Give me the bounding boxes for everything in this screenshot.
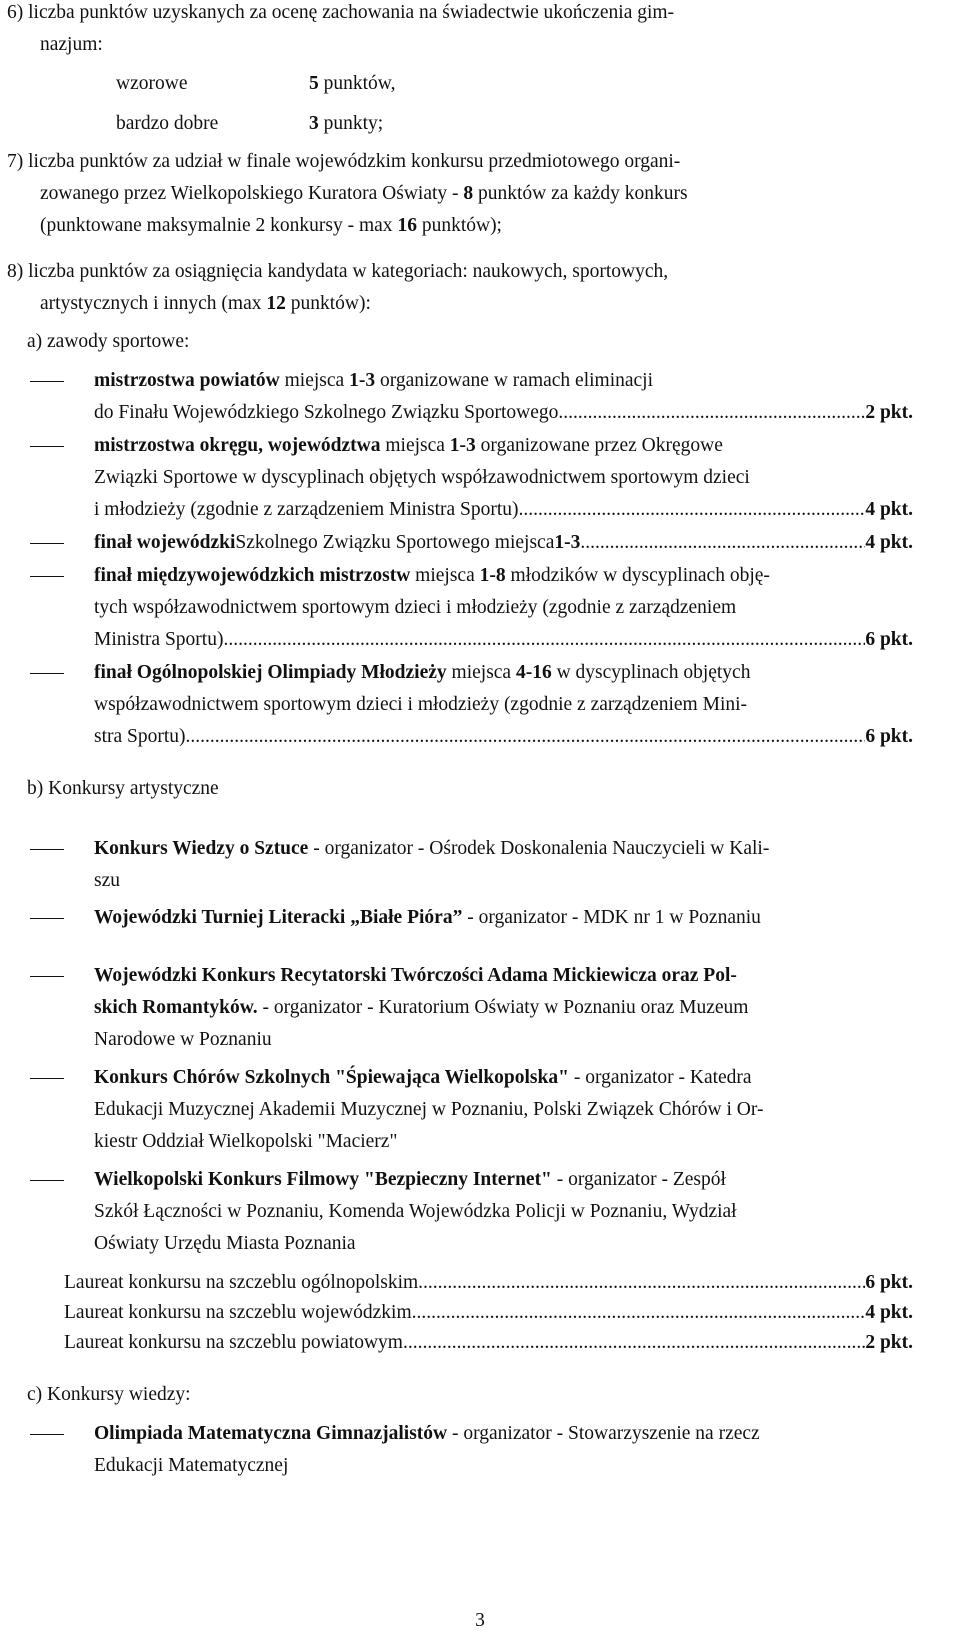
p6-line1: 6) liczba punktów uzyskanych za ocenę zachowania na świadectwie ukończenia gim- — [7, 2, 675, 23]
p7-line1: 7) liczba punktów za udział w finale wojewódzkim konkursu przedmiotowego organi- — [7, 151, 681, 172]
b4-line2: Edukacji Muzycznej Akademii Muzycznej w Poznaniu, Polski Związek Chórów i Or- — [94, 1099, 764, 1120]
a4-line2: tych współzawodnictwem sportowym dzieci i młodzieży (zgodnie z zarządzeniem — [94, 597, 737, 618]
b5-line2: Szkół Łączności w Poznaniu, Komenda Wojewódzka Policji w Poznaniu, Wydział — [94, 1201, 737, 1222]
dot-leader — [580, 528, 865, 558]
b3-line3: Narodowe w Poznaniu — [94, 1029, 272, 1050]
a4-line3: Ministra Sportu) ..... 6 pkt. — [94, 625, 913, 655]
b5-line3: Oświaty Urzędu Miasta Poznania — [94, 1233, 356, 1254]
dash-bullet — [30, 849, 64, 850]
page-number: 3 — [475, 1610, 485, 1631]
a5-line3: stra Sportu) ..... 6 pkt. — [94, 722, 913, 752]
c1-line1: Olimpiada Matematyczna Gimnazjalistów - organizator - Stowarzyszenie na rzecz — [94, 1423, 760, 1444]
dash-bullet — [30, 446, 64, 447]
laureate-voivodeship: Laureat konkursu na szczeblu wojewódzkim ..... 4 pkt. — [64, 1298, 913, 1328]
dot-leader — [223, 625, 865, 655]
b3-line2: skich Romantyków. - organizator - Kuratorium Oświaty w Poznaniu oraz Muzeum — [94, 997, 749, 1018]
dash-bullet — [30, 576, 64, 577]
section-b-heading: b) Konkursy artystyczne — [27, 778, 219, 799]
a3-line1: finał wojewódzki Szkolnego Związku Sportowego miejsca 1-3 ..... 4 pkt. — [94, 528, 913, 558]
dash-bullet — [30, 976, 64, 977]
p6-r2-value: 3 punkty; — [309, 113, 384, 134]
dash-bullet — [30, 381, 64, 382]
b4-line1: Konkurs Chórów Szkolnych "Śpiewająca Wielkopolska" - organizator - Katedra — [94, 1067, 752, 1088]
dash-bullet — [30, 543, 64, 544]
p8-line1: 8) liczba punktów za osiągnięcia kandydata w kategoriach: naukowych, sportowych, — [7, 261, 669, 282]
a1-line1: mistrzostwa powiatów miejsca 1-3 organizowane w ramach eliminacji — [94, 370, 654, 391]
p7-line3: (punktowane maksymalnie 2 konkursy - max 16 punktów); — [40, 215, 502, 236]
laureate-county: Laureat konkursu na szczeblu powiatowym ..... 2 pkt. — [64, 1328, 913, 1358]
laureate-national: Laureat konkursu na szczeblu ogólnopolskim ..... 6 pkt. — [64, 1268, 913, 1298]
a1-line2: do Finału Wojewódzkiego Szkolnego Związku Sportowego ..... 2 pkt. — [94, 398, 913, 428]
b2-line1: Wojewódzki Turniej Literacki „Białe Pióra” - organizator - MDK nr 1 w Poznaniu — [94, 907, 761, 928]
dash-bullet — [30, 673, 64, 674]
c1-line2: Edukacji Matematycznej — [94, 1455, 289, 1476]
b1-line2: szu — [94, 870, 120, 891]
dot-leader — [558, 398, 865, 428]
b4-line3: kiestr Oddział Wielkopolski "Macierz" — [94, 1131, 398, 1152]
p6-line2: nazjum: — [40, 34, 103, 55]
dash-bullet — [30, 1434, 64, 1435]
dot-leader — [412, 1298, 866, 1328]
dash-bullet — [30, 1078, 64, 1079]
a5-line2: współzawodnictwem sportowym dzieci i młodzieży (zgodnie z zarządzeniem Mini- — [94, 694, 748, 715]
p8-line2: artystycznych i innych (max 12 punktów): — [40, 293, 371, 314]
dash-bullet — [30, 918, 64, 919]
p6-r1-label: wzorowe — [116, 73, 188, 94]
a4-line1: finał międzywojewódzkich mistrzostw miejsca 1-8 młodzików w dyscyplinach obję- — [94, 565, 770, 586]
a2-line2: Związki Sportowe w dyscyplinach objętych współzawodnictwem sportowym dzieci — [94, 467, 750, 488]
p6-r2-label: bardzo dobre — [116, 113, 219, 134]
dash-bullet — [30, 1180, 64, 1181]
section-c-heading: c) Konkursy wiedzy: — [27, 1384, 191, 1405]
b1-line1: Konkurs Wiedzy o Sztuce - organizator - Ośrodek Doskonalenia Nauczycieli w Kali- — [94, 838, 770, 859]
dot-leader — [418, 1268, 865, 1298]
a2-line1: mistrzostwa okręgu, województwa miejsca 1-3 organizowane przez Okręgowe — [94, 435, 723, 456]
p6-r1-value: 5 punktów, — [309, 73, 396, 94]
dot-leader — [403, 1328, 865, 1358]
dot-leader — [186, 722, 866, 752]
dot-leader — [519, 495, 866, 525]
p7-line2: zowanego przez Wielkopolskiego Kuratora Oświaty - 8 punktów za każdy konkurs — [40, 183, 688, 204]
section-a-heading: a) zawody sportowe: — [27, 331, 190, 352]
b3-line1: Wojewódzki Konkurs Recytatorski Twórczości Adama Mickiewicza oraz Pol- — [94, 965, 737, 986]
a2-line3: i młodzieży (zgodnie z zarządzeniem Ministra Sportu) ..... 4 pkt. — [94, 495, 913, 525]
b5-line1: Wielkopolski Konkurs Filmowy "Bezpieczny Internet" - organizator - Zespół — [94, 1169, 726, 1190]
a5-line1: finał Ogólnopolskiej Olimpiady Młodzieży miejsca 4-16 w dyscyplinach objętych — [94, 662, 751, 683]
